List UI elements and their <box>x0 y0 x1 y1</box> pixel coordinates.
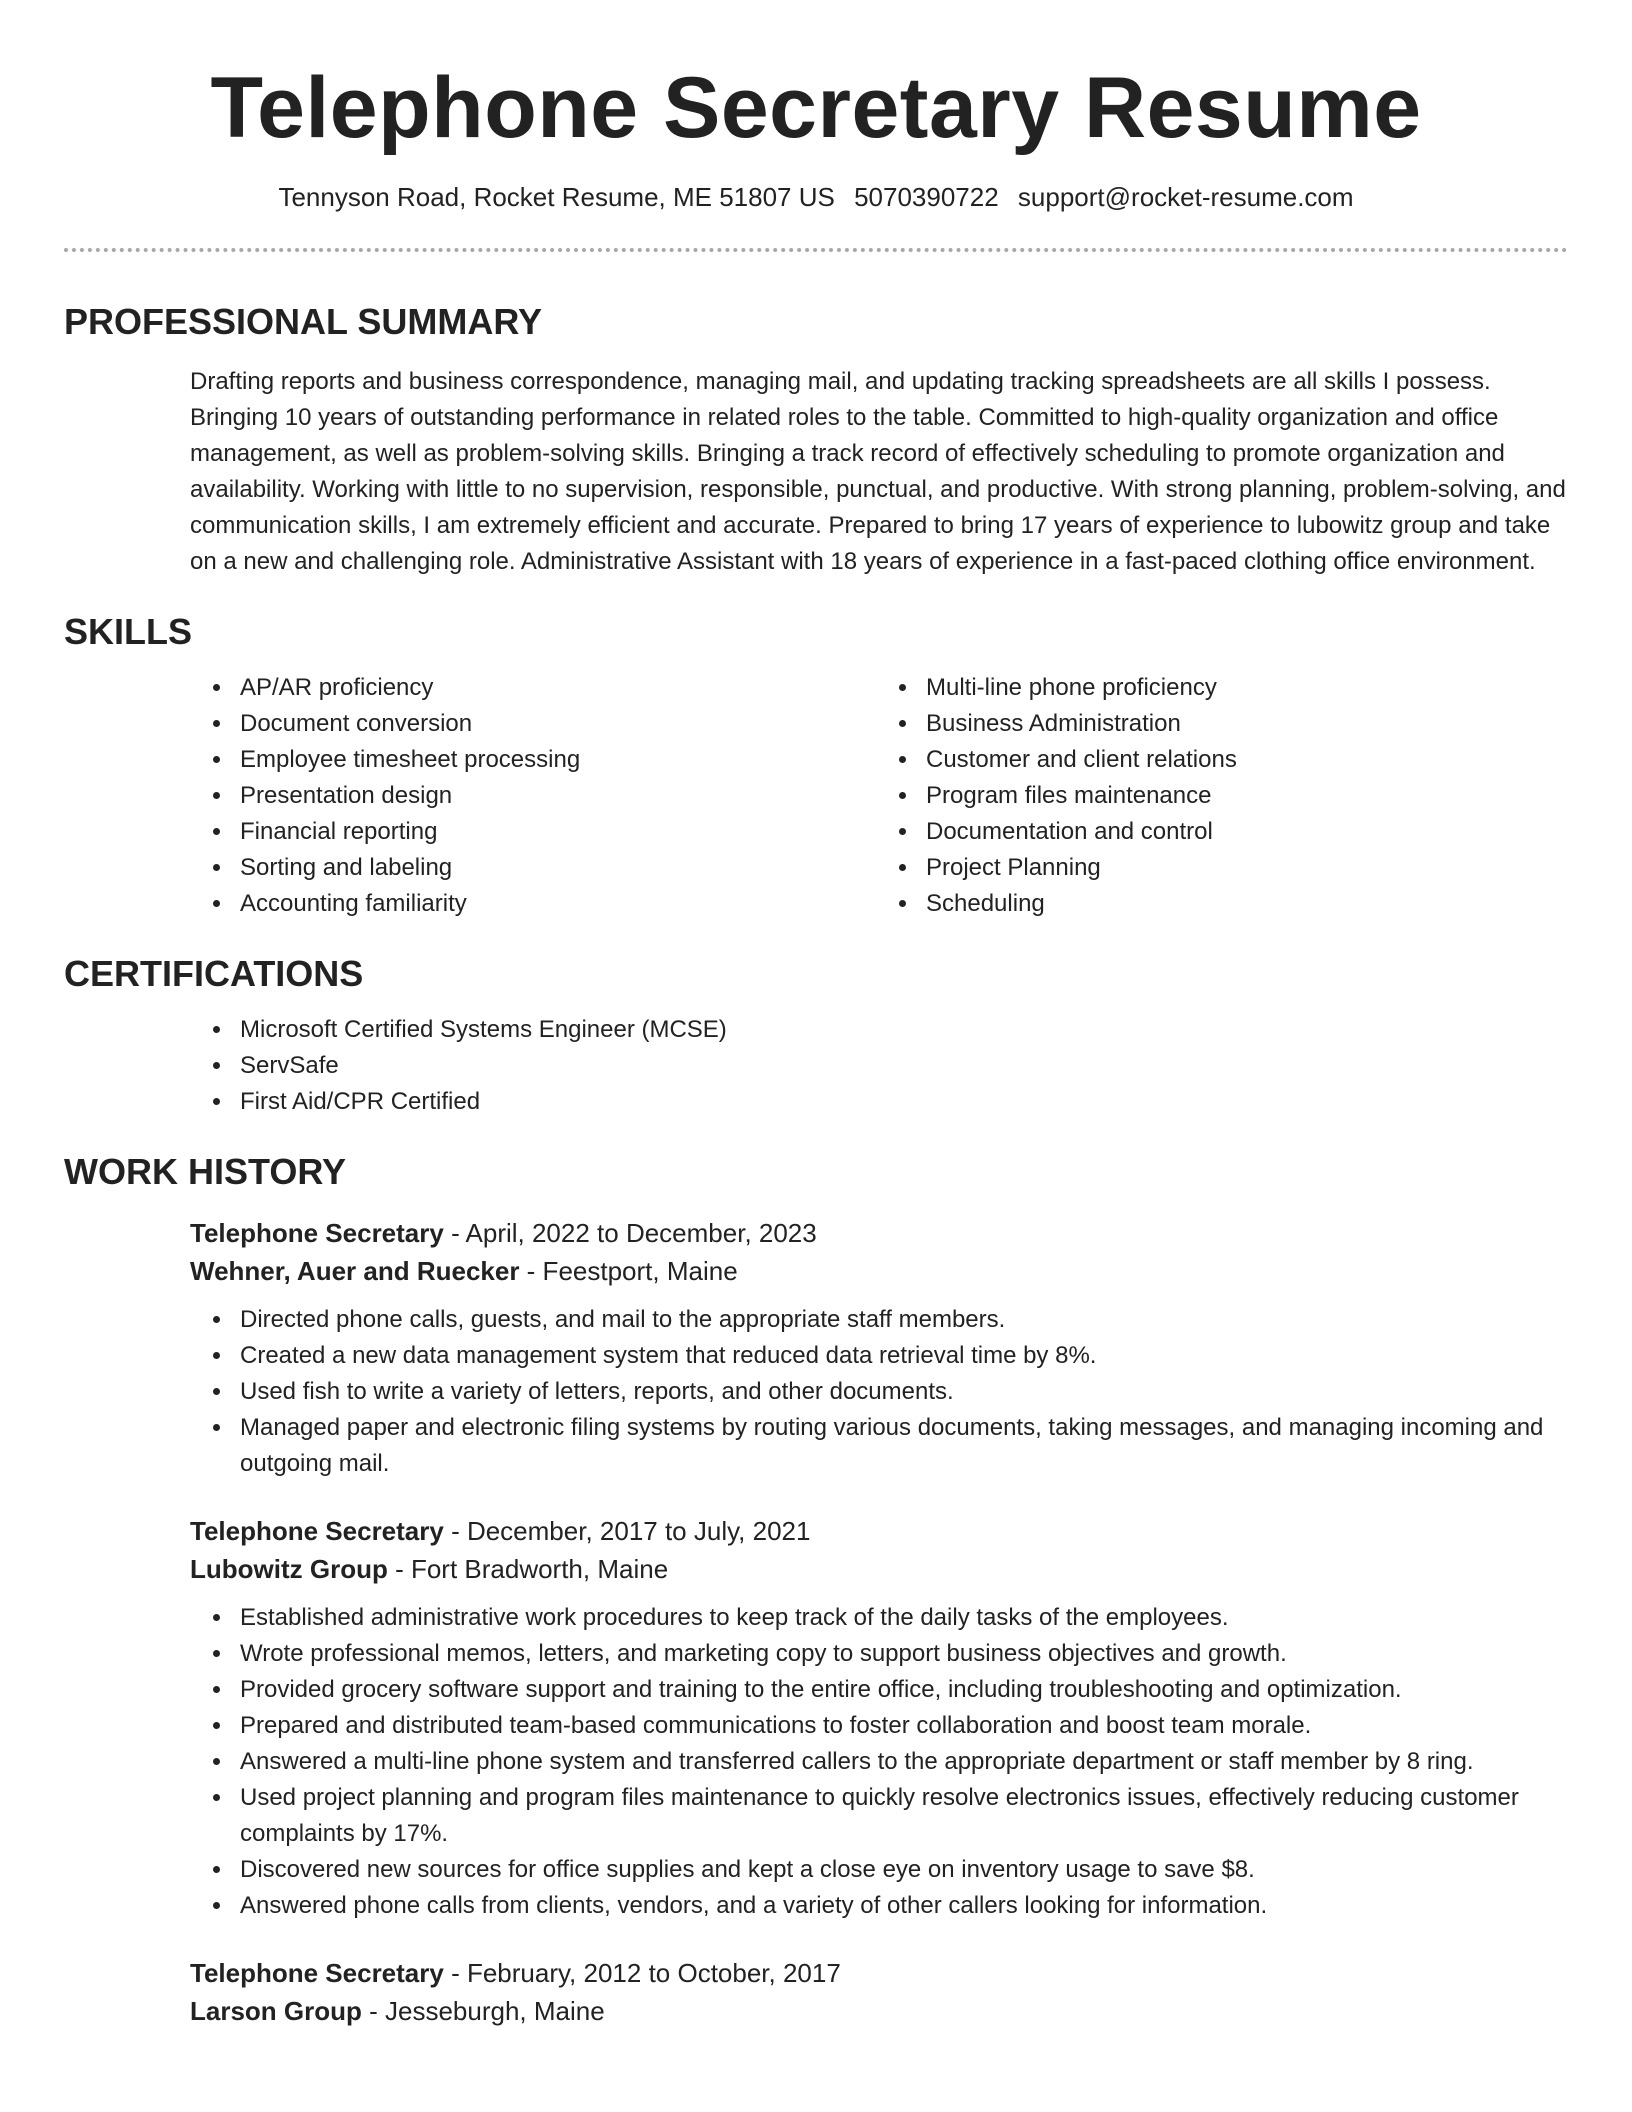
job-entry <box>190 1954 1568 2030</box>
job-dates: - February, 2012 to October, 2017 <box>443 1958 841 1988</box>
certifications-list <box>64 1012 1568 1120</box>
job-duty: • Prepared and distributed team-based communications to foster collaboration and boost team morale. <box>234 1708 1568 1744</box>
job-company-line <box>190 1252 1568 1290</box>
job-role: Telephone Secretary <box>190 1958 444 1988</box>
job-role: Telephone Secretary <box>190 1516 444 1546</box>
skill-item: • Customer and client relations <box>920 742 1568 778</box>
job-dates: - December, 2017 to July, 2021 <box>443 1516 811 1546</box>
skill-item: • Sorting and labeling <box>234 850 882 886</box>
job-duty: • Used fish to write a variety of letters, reports, and other documents. <box>234 1374 1568 1410</box>
job-dates: - April, 2022 to December, 2023 <box>443 1218 817 1248</box>
skill-item: • Document conversion <box>234 706 882 742</box>
job-duty: • Provided grocery software support and training to the entire office, including troubleshooting and optimization. <box>234 1672 1568 1708</box>
skills-list-right <box>882 670 1568 922</box>
job-duty: • Created a new data management system that reduced data retrieval time by 8%. <box>234 1338 1568 1374</box>
job-duty: • Established administrative work procedures to keep track of the daily tasks of the employees. <box>234 1600 1568 1636</box>
certifications-heading: CERTIFICATIONS <box>64 953 364 994</box>
skill-item: • Multi-line phone proficiency <box>920 670 1568 706</box>
job-duty: • Used project planning and program files maintenance to quickly resolve electronics issues, effectively reducing customer complaints by 17%. <box>234 1780 1568 1852</box>
job-company: Wehner, Auer and Ruecker <box>190 1256 520 1286</box>
job-title-line <box>190 1512 1568 1550</box>
skills-section <box>64 610 1568 922</box>
job-duty: • Wrote professional memos, letters, and marketing copy to support business objectives and growth. <box>234 1636 1568 1672</box>
contact-email: support@rocket-resume.com <box>1017 182 1354 212</box>
contact-phone: 5070390722 <box>854 182 999 212</box>
job-duty: • Directed phone calls, guests, and mail to the appropriate staff members. <box>234 1302 1568 1338</box>
page-title: Telephone Secretary Resume <box>210 60 1422 156</box>
certifications-section <box>64 952 1568 1120</box>
summary-text: Drafting reports and business correspondence, managing mail, and updating tracking spreadsheets are all skills I possess. Bringing 10 years of outstanding performance in related roles to the table. Committed to high-quality organization and office management, as well as problem-solving skills. Bringing a track record of effectively scheduling to promote organization and availability. Working with little to no supervision, responsible, punctual, and productive. With strong planning, problem-solving, and communication skills, I am extremely efficient and accurate. Prepared to bring 17 years of experience to lubowitz group and take on a new and challenging role. Administrative Assistant with 18 years of experience in a fast-paced clothing office environment. <box>190 368 1566 575</box>
job-duty: • Managed paper and electronic filing systems by routing various documents, taking messages, and managing incoming and outgoing mail. <box>234 1410 1568 1482</box>
skill-item: • Business Administration <box>920 706 1568 742</box>
skill-item: • Employee timesheet processing <box>234 742 882 778</box>
skill-item: • Documentation and control <box>920 814 1568 850</box>
job-location: - Jesseburgh, Maine <box>361 1996 605 2026</box>
certification-item: • First Aid/CPR Certified <box>234 1084 1568 1120</box>
certification-item: • ServSafe <box>234 1048 1568 1084</box>
job-role: Telephone Secretary <box>190 1218 444 1248</box>
summary-heading: PROFESSIONAL SUMMARY <box>64 301 543 342</box>
job-company-line <box>190 1992 1568 2030</box>
job-company-line <box>190 1550 1568 1588</box>
contact-line <box>64 180 1568 214</box>
job-company: Larson Group <box>190 1996 362 2026</box>
skill-item: • Scheduling <box>920 886 1568 922</box>
skill-item: • AP/AR proficiency <box>234 670 882 706</box>
job-duty: • Answered phone calls from clients, vendors, and a variety of other callers looking for information. <box>234 1888 1568 1924</box>
job-duties <box>190 1600 1568 1924</box>
job-duties <box>190 1302 1568 1482</box>
skills-heading: SKILLS <box>64 611 193 652</box>
header-divider <box>64 248 1568 252</box>
job-title-line <box>190 1954 1568 1992</box>
skill-item: • Project Planning <box>920 850 1568 886</box>
job-duty: • Discovered new sources for office supplies and kept a close eye on inventory usage to save $8. <box>234 1852 1568 1888</box>
job-title-line <box>190 1214 1568 1252</box>
skills-list-left <box>64 670 882 922</box>
job-company: Lubowitz Group <box>190 1554 388 1584</box>
job-location: - Feestport, Maine <box>519 1256 738 1286</box>
skill-item: • Accounting familiarity <box>234 886 882 922</box>
job-entry <box>190 1512 1568 1924</box>
contact-address: Tennyson Road, Rocket Resume, ME 51807 US <box>278 182 835 212</box>
job-duty: • Answered a multi-line phone system and transferred callers to the appropriate department or staff member by 8 ring. <box>234 1744 1568 1780</box>
job-location: - Fort Bradworth, Maine <box>387 1554 669 1584</box>
certification-item: • Microsoft Certified Systems Engineer (MCSE) <box>234 1012 1568 1048</box>
skill-item: • Financial reporting <box>234 814 882 850</box>
job-entry <box>190 1214 1568 1482</box>
skills-columns <box>64 670 1568 922</box>
work-history-section <box>64 1150 1568 2030</box>
resume-page <box>64 0 1568 2030</box>
summary-section <box>64 300 1568 580</box>
skill-item: • Program files maintenance <box>920 778 1568 814</box>
work-history-heading: WORK HISTORY <box>64 1151 347 1192</box>
skill-item: • Presentation design <box>234 778 882 814</box>
